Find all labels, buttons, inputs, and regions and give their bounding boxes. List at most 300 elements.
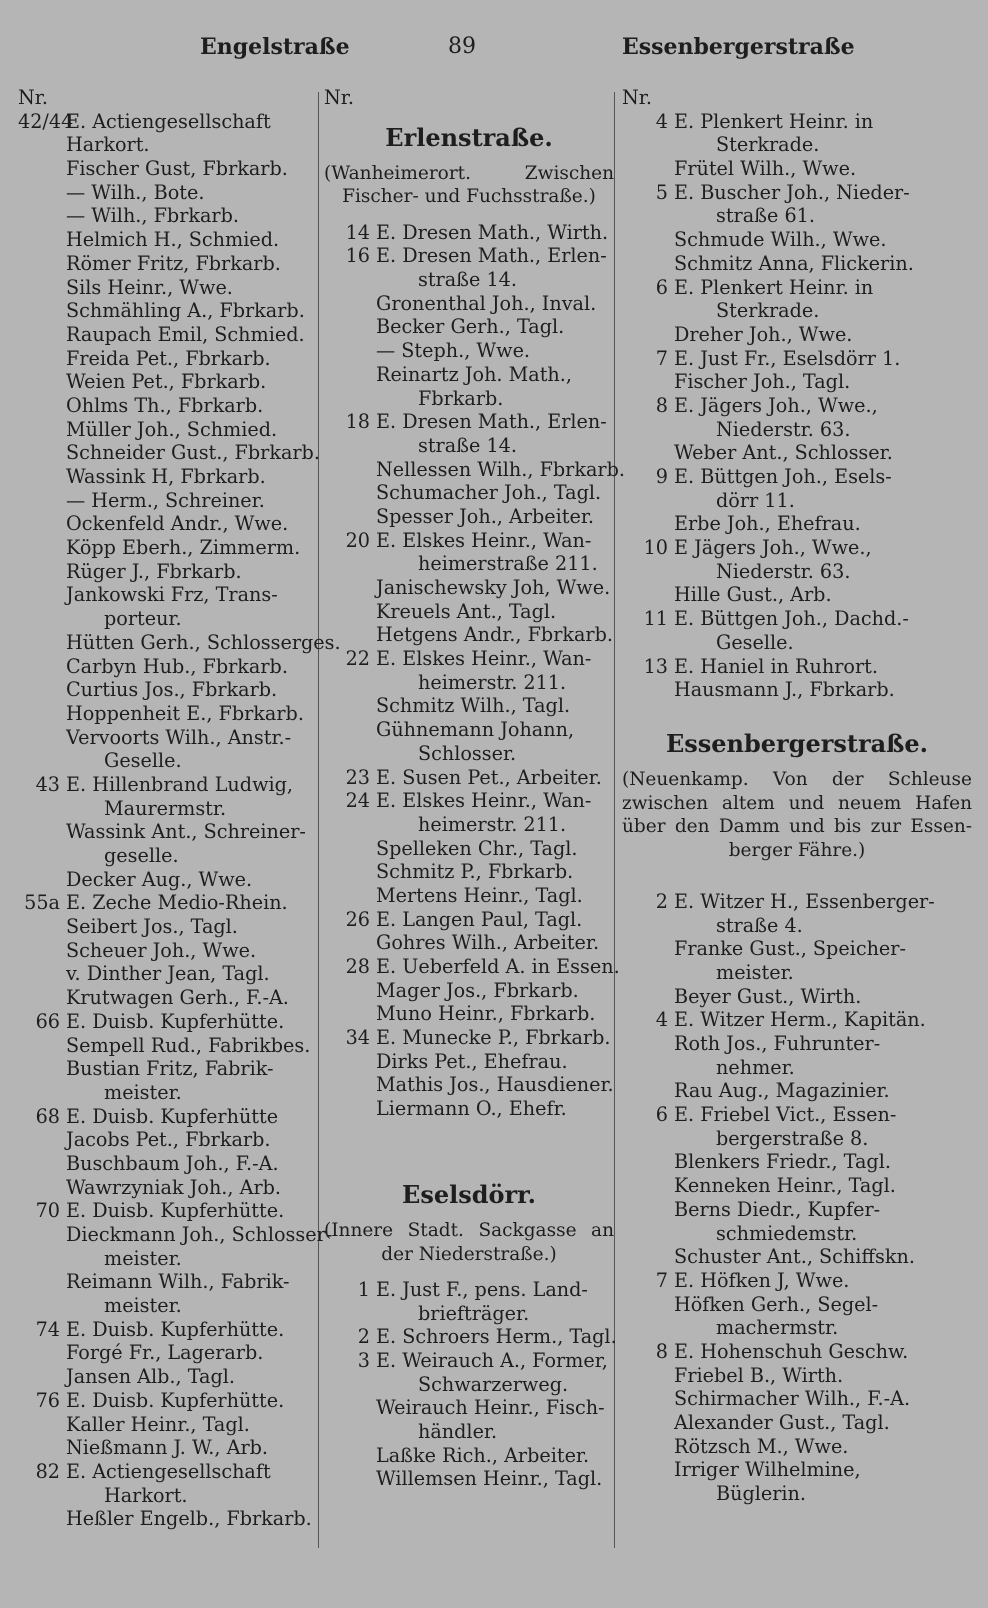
house-number (18, 1436, 60, 1460)
house-number (324, 505, 370, 529)
resident-text: Beyer Gust., Wirth. (674, 984, 862, 1008)
house-number (18, 607, 60, 631)
resident-text: Janischewsky Joh, Wwe. (376, 576, 611, 599)
running-head-right: Essenbergerstraße (622, 34, 855, 60)
running-head-left: Engelstraße (200, 34, 350, 60)
directory-entry (18, 868, 318, 892)
directory-entry (324, 789, 614, 813)
resident-text: Dieckmann Joh., Schlosser- (66, 1223, 333, 1246)
directory-entry (324, 837, 614, 861)
resident-text: Vervoorts Wilh., Anstr.- (66, 725, 292, 749)
house-number (18, 512, 60, 536)
directory-entry (622, 536, 972, 560)
resident-text: meister. (104, 1080, 182, 1104)
directory-entry (18, 252, 318, 276)
house-number: 11 (643, 607, 668, 631)
directory-entry (622, 1458, 972, 1482)
resident-text: Alexander Gust., Tagl. (674, 1411, 890, 1434)
resident-text: Sempell Rud., Fabrikbes. (66, 1033, 311, 1057)
house-number: 9 (655, 465, 668, 488)
directory-entry (324, 955, 620, 979)
house-number (324, 1073, 370, 1097)
resident-text: Berns Diedr., Kupfer- (674, 1197, 881, 1221)
resident-text: Bustian Fritz, Fabrik- (66, 1057, 274, 1081)
house-number (18, 1128, 60, 1152)
directory-entry (622, 512, 972, 536)
resident-text: Roth Jos., Fuhrunter- (674, 1032, 881, 1055)
house-number (324, 1420, 370, 1444)
resident-text: Gohres Wilh., Arbeiter. (376, 931, 600, 955)
house-number: 82 (35, 1459, 60, 1483)
resident-text: Frütel Wilh., Wwe. (674, 157, 857, 181)
directory-entry (18, 1010, 318, 1034)
house-number: 18 (345, 410, 370, 434)
directory-entry (18, 299, 318, 323)
directory-entry (324, 908, 614, 932)
house-number: 14 (345, 220, 370, 244)
directory-entry (18, 1176, 318, 1200)
directory-entry (324, 742, 614, 766)
house-number (622, 914, 668, 938)
directory-entry (324, 1349, 614, 1373)
page-number: 89 (448, 34, 476, 59)
house-number: 42/44 (18, 109, 74, 133)
house-number: 8 (655, 393, 668, 417)
directory-entry (622, 1008, 972, 1032)
resident-text: Kaller Heinr., Tagl. (66, 1412, 250, 1436)
resident-text: dörr 11. (716, 488, 795, 512)
resident-text: Köpp Eberh., Zimmerm. (66, 536, 301, 560)
house-number (324, 742, 370, 766)
house-number: 20 (345, 528, 370, 552)
house-number (18, 181, 60, 205)
directory-entry (18, 86, 318, 110)
directory-entry (18, 110, 318, 134)
directory-entry (622, 1222, 972, 1246)
directory-entry (622, 1482, 972, 1506)
house-number (622, 1482, 668, 1506)
house-number (324, 718, 370, 742)
resident-text: E. Friebel Vict., Essen- (674, 1103, 897, 1127)
house-number (18, 655, 60, 679)
resident-text: Niederstr. 63. (716, 559, 851, 583)
directory-entry (18, 607, 318, 631)
house-number (18, 536, 60, 560)
directory-entry (18, 797, 318, 821)
directory-entry (622, 1364, 972, 1388)
house-number (622, 1316, 668, 1340)
house-number: 10 (643, 536, 668, 560)
house-number: Nr. (18, 86, 48, 109)
resident-text: Sterkrade. (716, 133, 820, 157)
directory-entry (18, 1223, 333, 1247)
resident-text: Erbe Joh., Ehefrau. (674, 512, 861, 536)
resident-text: Jankowski Frz, Trans- (66, 583, 278, 607)
house-number: 2 (655, 889, 668, 913)
column-rule-1 (318, 92, 319, 1548)
directory-entry (324, 457, 625, 482)
resident-text: meister. (104, 1246, 182, 1270)
resident-text (384, 86, 390, 110)
resident-text: v. Dinther Jean, Tagl. (66, 962, 270, 986)
resident-text: Forgé Fr., Lagerarb. (66, 1341, 264, 1365)
house-number (622, 678, 668, 702)
directory-entry (622, 583, 972, 607)
directory-entry (324, 1467, 614, 1491)
directory-entry (622, 157, 972, 181)
house-number (622, 1222, 668, 1246)
resident-text: Harkort. (104, 1483, 188, 1507)
directory-entry (324, 1278, 614, 1302)
directory-entry (324, 244, 614, 268)
directory-entry (324, 339, 614, 363)
resident-text: Scheuer Joh., Wwe. (66, 938, 257, 962)
directory-entry (324, 576, 614, 600)
resident-text: meister. (716, 960, 794, 984)
house-number (622, 204, 668, 228)
directory-entry (18, 1507, 318, 1531)
house-number (18, 749, 60, 773)
house-number (18, 157, 60, 181)
resident-text: Weien Pet., Fbrkarb. (66, 370, 267, 394)
resident-text: heimerstr. 211. (418, 670, 567, 694)
directory-entry (622, 1245, 972, 1269)
directory-entry (324, 434, 614, 458)
resident-text: schmiedemstr. (716, 1221, 858, 1245)
directory-entry (622, 465, 972, 489)
house-number: 7 (655, 1268, 668, 1292)
resident-text: E. Munecke P., Fbrkarb. (376, 1026, 611, 1050)
house-number (18, 583, 60, 607)
resident-text: Schneider Gust., Fbrkarb. (66, 441, 320, 465)
directory-entry (324, 671, 614, 695)
house-number: 2 (357, 1325, 370, 1349)
house-number (324, 600, 370, 624)
house-number (18, 844, 60, 868)
resident-text: Schwarzerweg. (418, 1372, 569, 1396)
house-number (324, 1467, 370, 1491)
house-number: 23 (345, 765, 370, 789)
resident-text: E. Hohenschuh Geschw. (674, 1339, 909, 1363)
directory-entry (324, 1026, 614, 1050)
resident-text: Ockenfeld Andr., Wwe. (66, 512, 289, 536)
directory-entry (324, 1302, 614, 1326)
house-number: 22 (345, 647, 370, 671)
resident-text: Mager Jos., Fbrkarb. (376, 978, 579, 1002)
directory-entry (324, 979, 614, 1003)
house-number (18, 868, 60, 892)
house-number: 3 (357, 1348, 370, 1372)
resident-text: Schmude Wilh., Wwe. (674, 228, 887, 252)
resident-text: Gühnemann Johann, (376, 718, 575, 742)
resident-text: Büglerin. (716, 1482, 806, 1506)
directory-entry (18, 1318, 318, 1342)
house-number (622, 560, 668, 584)
resident-text: Gronenthal Joh., Inval. (376, 291, 597, 315)
house-number (622, 1411, 668, 1435)
resident-text: Müller Joh., Schmied. (66, 417, 278, 441)
directory-entry (622, 441, 972, 465)
house-number (18, 702, 60, 726)
resident-text: E. Elskes Heinr., Wan- (376, 528, 592, 552)
directory-entry (622, 133, 972, 157)
directory-entry (324, 931, 614, 955)
house-number (622, 1127, 668, 1151)
directory-entry (324, 1325, 617, 1349)
house-number (18, 370, 60, 394)
directory-entry (18, 891, 318, 915)
directory-entry (622, 1198, 972, 1222)
house-number: 16 (345, 244, 370, 268)
resident-text: E. Höfken J, Wwe. (674, 1268, 850, 1292)
directory-entry (622, 1056, 972, 1080)
resident-text: E. Duisb. Kupferhütte (66, 1104, 279, 1128)
house-number (324, 1097, 370, 1121)
resident-text: Schuster Ant., Schiffskn. (674, 1245, 915, 1269)
house-number (324, 292, 370, 316)
resident-text: E. Actiengesellschaft (66, 1459, 271, 1483)
house-number (18, 1247, 60, 1271)
directory-entry (324, 884, 614, 908)
house-number: 28 (345, 955, 370, 978)
house-number (18, 228, 60, 252)
house-number (324, 979, 370, 1003)
directory-entry (622, 1269, 972, 1293)
directory-entry (324, 718, 614, 742)
resident-text: Muno Heinr., Fbrkarb. (376, 1002, 596, 1026)
directory-entry (324, 647, 614, 671)
house-number (622, 133, 668, 157)
resident-text: nehmer. (716, 1055, 795, 1079)
resident-text: E. Büttgen Joh., Esels- (674, 465, 892, 488)
directory-entry (18, 1389, 318, 1413)
resident-text: straße 4. (716, 913, 803, 937)
resident-text: Willemsen Heinr., Tagl. (376, 1467, 603, 1491)
house-number (18, 726, 60, 750)
house-number (18, 820, 60, 844)
directory-entry (622, 985, 972, 1009)
directory-entry (18, 986, 318, 1010)
directory-entry (622, 607, 972, 631)
house-number (18, 631, 60, 655)
directory-entry (324, 1420, 614, 1444)
house-number (18, 797, 60, 821)
house-number: 70 (35, 1199, 60, 1223)
directory-entry (18, 655, 318, 679)
directory-entry (622, 1103, 972, 1127)
directory-entry (622, 347, 972, 371)
directory-entry (18, 489, 318, 513)
house-number (324, 315, 370, 339)
house-number: Nr. (324, 86, 354, 109)
house-number: 43 (35, 772, 60, 796)
column-1 (18, 86, 341, 1531)
house-number: 24 (345, 789, 370, 813)
resident-text: E. Dresen Math., Erlen- (376, 410, 607, 434)
resident-text: E. Dresen Math., Wirth. (376, 220, 609, 244)
directory-entry (622, 252, 972, 276)
directory-entry (622, 1387, 972, 1411)
resident-text: meister. (104, 1294, 182, 1318)
house-number: 4 (655, 109, 668, 133)
directory-entry (622, 890, 972, 914)
resident-text: Raupach Emil, Schmied. (66, 322, 305, 346)
directory-entry (18, 465, 318, 489)
directory-entry (324, 1073, 614, 1097)
resident-text: Friebel B., Wirth. (674, 1363, 844, 1387)
directory-entry (18, 323, 318, 347)
house-number (18, 1365, 60, 1389)
resident-text: Geselle. (716, 630, 794, 654)
house-number (18, 204, 60, 228)
resident-text: Laßke Rich., Arbeiter. (376, 1443, 590, 1467)
resident-text: E. Duisb. Kupferhütte. (66, 1199, 285, 1223)
resident-text: Römer Fritz, Fbrkarb. (66, 251, 281, 275)
house-number (324, 1050, 370, 1074)
directory-entry (324, 1097, 614, 1121)
house-number (324, 1396, 370, 1420)
house-number (18, 418, 60, 442)
directory-entry (622, 1411, 972, 1435)
resident-text: E. Witzer H., Essenberger- (674, 889, 935, 913)
directory-entry (622, 1079, 972, 1103)
directory-entry (324, 387, 614, 411)
resident-text: Dirks Pet., Ehefrau. (376, 1049, 568, 1073)
house-number (324, 671, 370, 695)
resident-text: E. Just F., pens. Land- (376, 1277, 588, 1301)
resident-text: Nellessen Wilh., Fbrkarb. (376, 457, 625, 481)
directory-entry (622, 1032, 972, 1056)
resident-text: heimerstraße 211. (418, 552, 598, 576)
house-number: 6 (655, 275, 668, 299)
directory-entry (18, 1128, 318, 1152)
directory-entry (18, 1081, 318, 1105)
resident-text: Wassink Ant., Schreiner- (66, 820, 306, 844)
house-number (18, 133, 60, 157)
resident-text: E. Weirauch A., Former, (376, 1348, 608, 1372)
house-number (324, 576, 370, 600)
directory-entry (324, 1396, 614, 1420)
directory-entry (622, 1340, 972, 1364)
house-number (622, 512, 668, 536)
resident-text: Krutwagen Gerh., F.-A. (66, 986, 289, 1010)
house-number (622, 961, 668, 985)
resident-text: Maurermstr. (104, 796, 227, 820)
house-number (324, 623, 370, 647)
house-number (324, 694, 370, 718)
directory-entry (622, 276, 972, 300)
house-number (324, 481, 370, 505)
house-number (324, 363, 370, 387)
house-number (324, 339, 370, 363)
house-number (622, 1056, 668, 1080)
directory-entry (324, 860, 614, 884)
resident-text: E. Zeche Medio-Rhein. (66, 891, 288, 915)
directory-entry (18, 726, 318, 750)
street-description: (Neuenkamp. Von der Schleuse zwischen altem und neuem Hafen über den Damm und bis zur Essen- berger Fähre.) (622, 768, 972, 861)
directory-entry (18, 1270, 318, 1294)
resident-text: Irriger Wilhelmine, (674, 1458, 861, 1482)
directory-entry (18, 512, 318, 536)
resident-text: Blenkers Friedr., Tagl. (674, 1150, 891, 1174)
house-number (18, 1413, 60, 1437)
resident-text: Nießmann J. W., Arb. (66, 1436, 269, 1460)
directory-entry (18, 962, 318, 986)
house-number (622, 299, 668, 323)
house-number (18, 489, 60, 513)
resident-text: Niederstr. 63. (716, 417, 851, 441)
resident-text: Buschbaum Joh., F.-A. (66, 1151, 279, 1175)
resident-text: Rau Aug., Magazinier. (674, 1079, 890, 1103)
resident-text: Sterkrade. (716, 299, 820, 323)
house-number (622, 1364, 668, 1388)
house-number (18, 465, 60, 489)
resident-text: straße 14. (418, 433, 517, 457)
directory-entry (18, 630, 341, 655)
resident-text: E. Actiengesellschaft (66, 109, 271, 133)
directory-entry (18, 678, 318, 702)
resident-text: Kreuels Ant., Tagl. (376, 599, 557, 623)
directory-entry (324, 221, 614, 245)
resident-text: E. Duisb. Kupferhütte. (66, 1317, 285, 1341)
house-number (622, 489, 668, 513)
directory-entry (18, 276, 318, 300)
resident-text: machermstr. (716, 1316, 839, 1340)
house-number (622, 1387, 668, 1411)
directory-entry (622, 418, 972, 442)
house-number: 13 (643, 654, 668, 678)
resident-text: Jansen Alb., Tagl. (66, 1365, 235, 1389)
resident-text: Reimann Wilh., Fabrik- (66, 1270, 290, 1294)
resident-text: Schumacher Joh., Tagl. (376, 481, 602, 505)
directory-entry (324, 315, 614, 339)
house-number (324, 1373, 370, 1397)
resident-text: Heßler Engelb., Fbrkarb. (66, 1507, 312, 1531)
street-description: (Wanheimerort. Zwischen Fischer- und Fuchsstraße.) (324, 162, 614, 208)
resident-text: E Jägers Joh., Wwe., (674, 536, 872, 560)
house-number (18, 323, 60, 347)
house-number (622, 937, 668, 961)
house-number (18, 1484, 60, 1508)
resident-text (682, 86, 688, 110)
resident-text: E. Plenkert Heinr. in (674, 109, 874, 133)
house-number: 76 (35, 1388, 60, 1412)
resident-text: Fischer Joh., Tagl. (674, 370, 851, 394)
house-number (622, 252, 668, 276)
resident-text: E. Jägers Joh., Wwe., (674, 393, 878, 417)
directory-entry (18, 394, 318, 418)
resident-text: E. Buscher Joh., Nieder- (674, 180, 910, 204)
resident-text: E. Ueberfeld A. in Essen. (376, 955, 620, 978)
resident-text: straße 14. (418, 268, 517, 292)
directory-entry (18, 1365, 318, 1389)
page-header (0, 34, 988, 74)
house-number (324, 552, 370, 576)
house-number: 6 (655, 1103, 668, 1127)
directory-entry (18, 702, 318, 726)
resident-text: — Herm., Schreiner. (66, 488, 265, 512)
resident-text: heimerstr. 211. (418, 812, 567, 836)
directory-entry (18, 228, 318, 252)
directory-entry (622, 204, 972, 228)
street-description: (Innere Stadt. Sackgasse an der Niederstraße.) (324, 1219, 614, 1265)
house-number (18, 1081, 60, 1105)
resident-text: E. Duisb. Kupferhütte. (66, 1388, 285, 1412)
resident-text: Rüger J., Fbrkarb. (66, 559, 242, 583)
resident-text: Jacobs Pet., Fbrkarb. (66, 1128, 271, 1152)
house-number (324, 1302, 370, 1326)
resident-text: Wassink H, Fbrkarb. (66, 465, 266, 488)
